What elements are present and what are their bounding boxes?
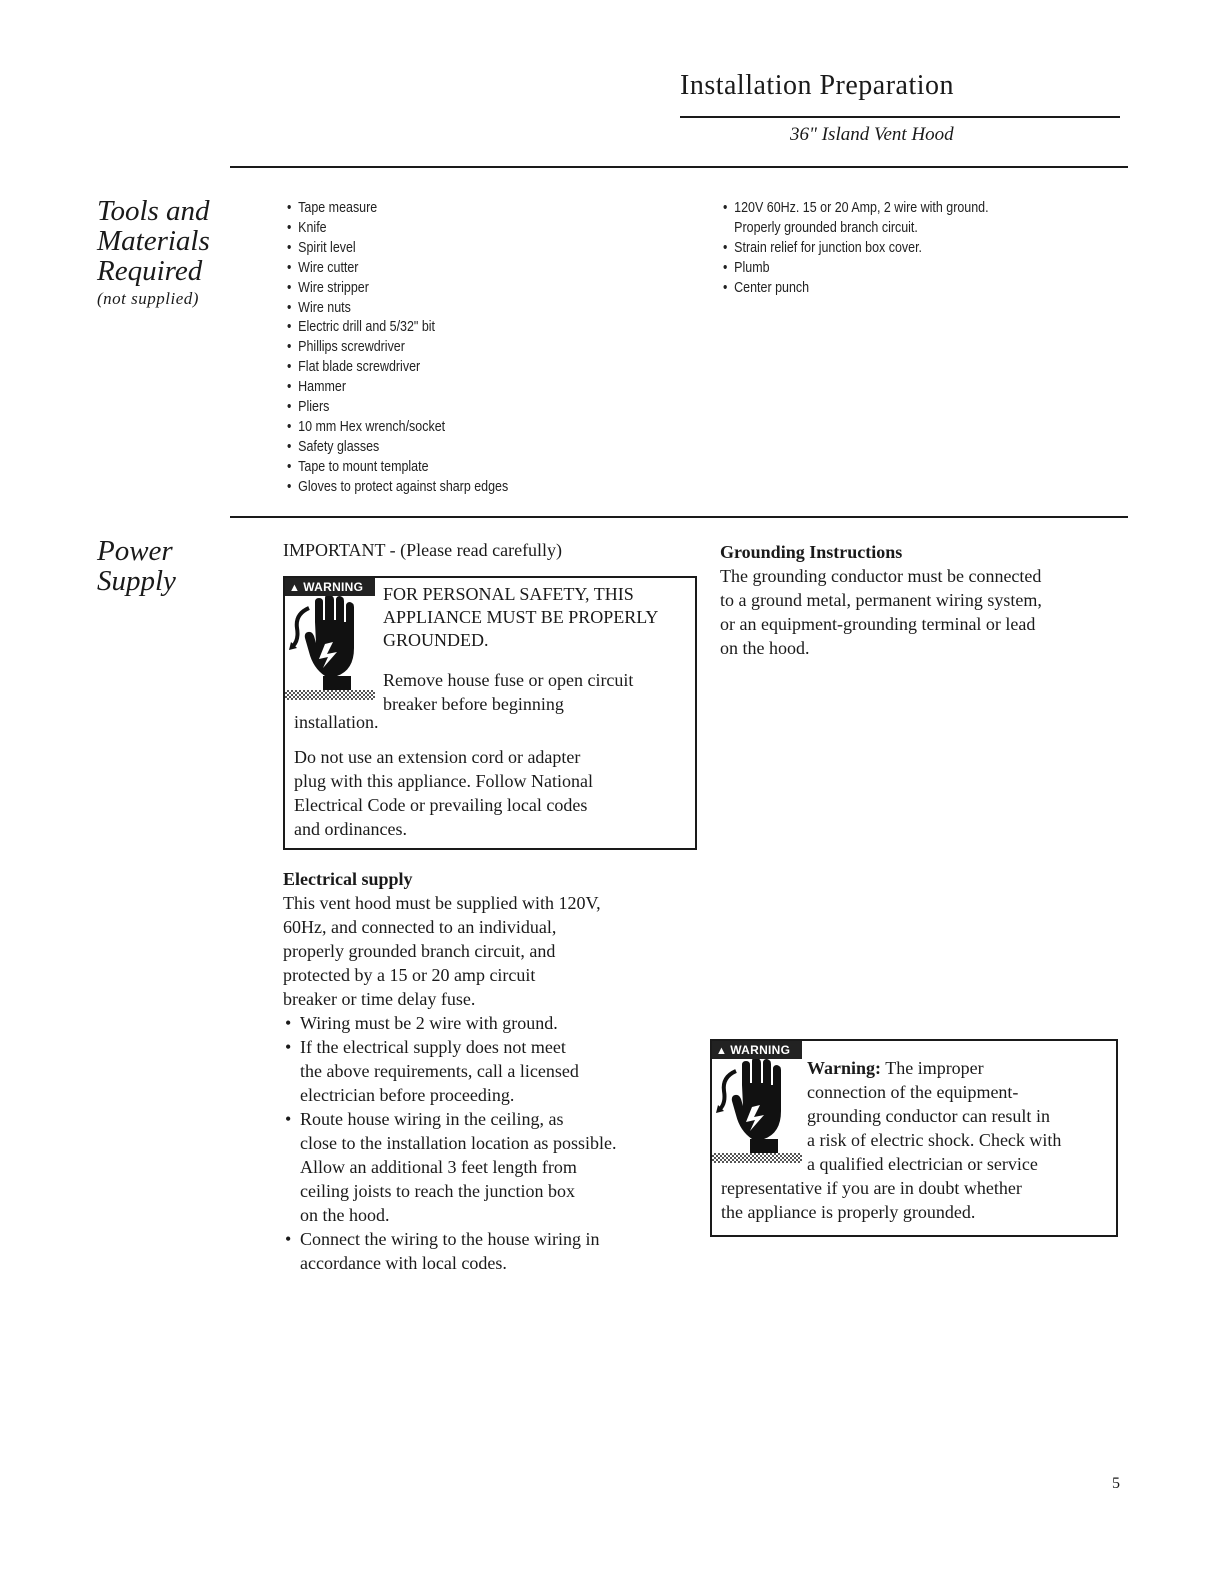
warning-full-text: representative if you are in doubt whether the appliance is properly grounded. <box>721 1178 1022 1222</box>
tools-list-right <box>723 199 1028 299</box>
tools-subheading: (not supplied) <box>97 289 199 308</box>
list-item: • Pliers <box>287 398 597 418</box>
section-divider-top <box>230 166 1128 168</box>
warning-para1-line: Remove house fuse or open circuit <box>383 670 634 690</box>
grounding-instructions: Grounding Instructions The grounding conductor must be connected to a ground metal, permanent wiring system, or an equipment-grounding terminal or lead on the hood. <box>720 540 1125 660</box>
warning-side-text: Warning: The improper connection of the equipment- grounding conductor can result in a risk of electric shock. Check with a qualified electrician or service <box>807 1058 1062 1174</box>
list-item: • Wire stripper <box>287 279 597 299</box>
warning-icon-block <box>712 1041 802 1163</box>
electrical-supply-section: Electrical supply This vent hood must be supplied with 120V, 60Hz, and connected to an individual, properly grounded branch circuit, and protected by a 15 or 20 amp circuit breaker or time delay fuse. • Wiring must be 2 wire with ground. • If the electrical supply does not meet the above requirements, call a licensed electrician before proceeding. • Route house wiring in the ceiling, as close to the installation location as possible. Allow an additional 3 feet length from ceiling joists to reach the junction box on the hood. • Connect the wiring to the house wiring in accordance with local codes. <box>283 867 703 1275</box>
list-item: • Safety glasses <box>287 438 597 458</box>
electrical-requirements-list <box>283 1011 703 1275</box>
warning-icon-block <box>285 578 375 700</box>
list-item: • Connect the wiring to the house wiring in accordance with local codes. <box>283 1227 703 1275</box>
warning-box-grounding <box>283 576 697 850</box>
list-item: • Hammer <box>287 378 597 398</box>
warning-para2: Do not use an extension cord or adapter plug with this appliance. Follow National Electrical Code or prevailing local codes and ordinances. <box>294 747 593 839</box>
list-item: • Phillips screwdriver <box>287 338 597 358</box>
power-heading-line: Power <box>97 535 173 567</box>
warning-para1-line: installation. <box>294 712 379 732</box>
list-item: • Tape to mount template <box>287 458 597 478</box>
page-number: 5 <box>1112 1475 1120 1492</box>
list-item: • Gloves to protect against sharp edges <box>287 478 597 498</box>
list-item: • Center punch <box>723 279 1028 299</box>
power-heading <box>97 536 176 596</box>
list-item: • Strain relief for junction box cover. <box>723 239 1028 259</box>
warning-label: ▲ WARNING <box>712 1041 802 1059</box>
list-item: • Flat blade screwdriver <box>287 358 597 378</box>
tools-heading-line: Materials <box>97 225 210 257</box>
warning-label: ▲ WARNING <box>285 578 375 596</box>
electric-shock-hand-icon <box>285 596 375 700</box>
electric-shock-hand-icon <box>712 1059 802 1163</box>
list-item: • Electric drill and 5/32" bit <box>287 318 597 338</box>
tools-heading-line: Required <box>97 255 203 287</box>
warning-lead: Warning: <box>807 1058 882 1078</box>
grounding-heading: Grounding Instructions <box>720 542 903 562</box>
tools-heading-line: Tools and <box>97 195 210 227</box>
warning-triangle-icon: ▲ <box>289 582 301 594</box>
list-item: • Spirit level <box>287 239 597 259</box>
section-divider-middle <box>230 516 1128 518</box>
warning-para1-line: breaker before beginning <box>383 694 564 714</box>
header-divider <box>680 116 1120 118</box>
electrical-supply-heading: Electrical supply <box>283 869 413 889</box>
important-note: IMPORTANT - (Please read carefully) <box>283 540 563 560</box>
list-item: • Wiring must be 2 wire with ground. <box>283 1011 703 1035</box>
tools-list-left <box>287 199 597 498</box>
list-item: • Wire nuts <box>287 299 597 319</box>
tools-heading <box>97 196 210 310</box>
warning-box-improper-connection <box>710 1039 1118 1237</box>
list-item: • Knife <box>287 219 597 239</box>
power-heading-line: Supply <box>97 565 176 597</box>
list-item: • Tape measure <box>287 199 597 219</box>
page-subtitle: 36" Island Vent Hood <box>790 124 954 145</box>
list-item: • If the electrical supply does not meet the above requirements, call a licensed electrician before proceeding. <box>283 1035 703 1107</box>
list-item: • Wire cutter <box>287 259 597 279</box>
page-title: Installation Preparation <box>680 70 955 101</box>
list-item: • 10 mm Hex wrench/socket <box>287 418 597 438</box>
list-item: • Route house wiring in the ceiling, as close to the installation location as possible. Allow an additional 3 feet length from ceiling joists to reach the junction box on the hood. <box>283 1107 703 1227</box>
warning-caps-text: FOR PERSONAL SAFETY, THIS APPLIANCE MUST BE PROPERLY GROUNDED. <box>383 584 659 650</box>
list-item: • 120V 60Hz. 15 or 20 Amp, 2 wire with ground. Properly grounded branch circuit. <box>723 199 1028 239</box>
warning-triangle-icon: ▲ <box>716 1045 728 1057</box>
list-item: • Plumb <box>723 259 1028 279</box>
